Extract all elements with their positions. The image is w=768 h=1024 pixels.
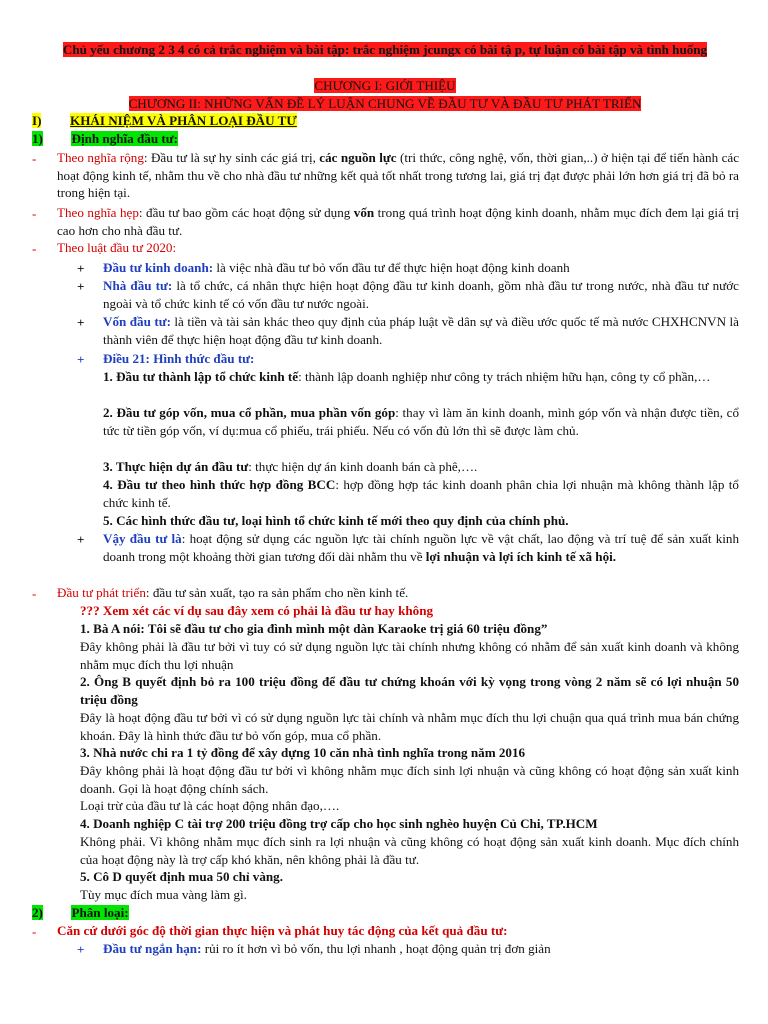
investment-form-5 <box>103 512 739 530</box>
investment-conclusion-label: Vậy đầu tư là <box>103 531 182 546</box>
law-investor <box>103 277 739 312</box>
subsection-1-title: Định nghĩa đầu tư: <box>71 131 178 146</box>
example-2-question: 2. Ông B quyết định bỏ ra 100 triệu đồng để đầu tư chứng khoán với kỳ vọng trong vòng 2 năm sẽ có lợi nhuận 50 triệu đồng <box>80 674 739 707</box>
example-3-note: Loại trừ của đầu tư là các hoạt động nhân đạo,…. <box>80 798 340 813</box>
law-investor-label: Nhà đầu tư: <box>103 278 173 293</box>
short-term-text: rủi ro ít hơn vì bỏ vốn, thu lợi nhanh , hoạt động quản trị đơn giản <box>201 941 551 956</box>
definition-broad-bold: các nguồn lực <box>319 150 397 165</box>
investment-form-5-bold: 5. Các hình thức đầu tư, loại hình tổ chức kinh tế mới theo quy định của chính phủ. <box>103 513 569 528</box>
example-5-answer: Tùy mục đích mua vàng làm gì. <box>80 887 247 902</box>
bullet-dash: - <box>32 151 37 166</box>
definition-broad <box>57 149 739 202</box>
investment-form-2-bold: 2. Đầu tư góp vốn, mua cổ phần, mua phần vốn góp <box>103 405 396 420</box>
investment-form-2 <box>103 404 739 439</box>
example-3-question: 3. Nhà nước chi ra 1 tỷ đồng để xây dựng 10 căn nhà tình nghĩa trong năm 2016 <box>80 745 526 760</box>
subsection-2-title: Phân loại: <box>71 905 129 920</box>
development-investment-text: : đầu tư sản xuất, tạo ra sản phẩm cho nền kinh tế. <box>145 585 409 600</box>
investment-conclusion <box>103 530 739 565</box>
example-4-question: 4. Doanh nghiệp C tài trợ 200 triệu đồng trợ cấp cho học sinh nghèo huyện Củ Chi, TP.HCM <box>80 816 598 831</box>
development-investment-label: Đầu tư phát triển <box>57 585 146 600</box>
classification-criterion: Căn cứ dưới góc độ thời gian thực hiện và phát huy tác động của kết quả đầu tư: <box>57 923 508 938</box>
bullet-dash: - <box>32 586 37 601</box>
law-capital <box>103 313 739 348</box>
bullet-dash: - <box>32 241 37 256</box>
bullet-plus: + <box>77 942 85 957</box>
subsection-1-marker: 1) <box>32 131 43 146</box>
investment-form-1-bold: 1. Đầu tư thành lập tổ chức kinh tế <box>103 369 299 384</box>
example-1-question: 1. Bà A nói: Tôi sẽ đầu tư cho gia đình mình một dàn Karaoke trị giá 60 triệu đồng” <box>80 621 548 636</box>
definition-narrow-bold: vốn <box>353 205 375 220</box>
example-3-answer: Đây không phải là hoạt động đầu tư bởi vì không nhằm mục đích sinh lợi nhuận và cũng không có hoạt động sản xuất kinh doanh. Gọi là hoạt động chính sách. <box>80 763 739 796</box>
definition-narrow-text-1: : đầu tư bao gồm các hoạt động sử dụng <box>138 205 354 220</box>
example-2-answer: Đây là hoạt động đầu tư bởi vì có sử dụng nguồn lực tài chính và nhằm mục đích thu lợi chuận qua quá trình mua bán chứng khoán. Đây là hình thức đầu tư bỏ vốn góp, mua cổ phần. <box>80 710 739 743</box>
development-investment <box>57 584 739 602</box>
intro-note <box>40 41 730 59</box>
article-21-label: Điều 21: Hình thức đầu tư: <box>103 351 255 366</box>
section-i-title: KHÁI NIỆM VÀ PHÂN LOẠI ĐẦU TƯ <box>70 113 297 128</box>
investment-form-1 <box>103 368 739 386</box>
chapter-2-title: CHƯƠNG II: NHỮNG VẤN ĐỀ LÝ LUẬN CHUNG VỀ ĐẦU TƯ VÀ ĐẦU TƯ PHÁT TRIỂN <box>128 96 642 111</box>
example-5-question: 5. Cô D quyết định mua 50 chỉ vàng. <box>80 869 283 884</box>
bullet-dash: - <box>32 206 37 221</box>
investment-form-3-bold: 3. Thực hiện dự án đầu tư <box>103 459 249 474</box>
chapter-2-heading <box>40 95 730 113</box>
bullet-dash: - <box>32 924 37 939</box>
investment-conclusion-text: : hoạt động sử dụng các nguồn lực tài chính nguồn lực về vật chất, lao động và trí tuệ để sản xuất kinh doanh trong một khoảng thời gian tương đối dài nhằm thu về <box>103 531 739 564</box>
bullet-plus: + <box>77 279 85 294</box>
subsection-2-marker: 2) <box>32 905 43 920</box>
bullet-plus: + <box>77 352 85 367</box>
example-1-answer: Đây không phải là đầu tư bởi vì tuy có sử dụng nguồn lực tài chính nhưng không có nhằm để sản xuất kinh doanh và không nhằm mục đích thu lợi nhuận <box>80 639 739 672</box>
examples-question: ??? Xem xét các ví dụ sau đây xem có phải là đầu tư hay không <box>80 603 434 618</box>
law-investor-text: là tổ chức, cá nhân thực hiện hoạt động đầu tư kinh doanh, gồm nhà đầu tư trong nước, nhà đầu tư nước ngoài và tổ chức kinh tế có vốn đầu tư nước ngoài. <box>103 278 739 311</box>
bullet-plus: + <box>77 532 85 547</box>
chapter-1-heading <box>40 77 730 95</box>
definition-broad-text-1: : Đầu tư là sự hy sinh các giá trị, <box>143 150 320 165</box>
investment-form-3-text: : thực hiện dự án kinh doanh bán cà phê,…. <box>248 459 478 474</box>
bullet-plus: + <box>77 315 85 330</box>
law-business-investment <box>103 259 739 277</box>
law-business-text: là việc nhà đầu tư bỏ vốn đầu tư để thực hiện hoạt động kinh doanh <box>213 260 570 275</box>
subsection-1-heading <box>32 130 178 148</box>
definition-broad-label: Theo nghĩa rộng <box>57 150 144 165</box>
law-business-label: Đầu tư kinh doanh: <box>103 260 214 275</box>
law-capital-text: là tiền và tài sản khác theo quy định của pháp luật về dân sự và điều ước quốc tế mà nước CHXHCNVN là thành viên để thực hiện hoạt động đầu tư kinh doanh. <box>103 314 739 347</box>
section-i-heading <box>32 112 728 130</box>
example-4-answer: Không phải. Vì không nhằm mục đích sinh ra lợi nhuận và cũng không có hoạt động sản xuất kinh doanh. Mục đích chính của hoạt động này là trợ cấp khó khăn, nên không phải là đầu tư. <box>80 834 739 867</box>
investment-form-4 <box>103 476 739 511</box>
definition-narrow <box>57 204 739 239</box>
section-i-marker: I) <box>32 113 42 128</box>
chapter-1-title: CHƯƠNG I: GIỚI THIỆU <box>314 78 456 93</box>
intro-note-text: Chủ yếu chương 2 3 4 có cả trắc nghiệm và bài tập: trắc nghiệm jcungx có bài tậ p, tự luận có bài tập và tình huống <box>62 42 708 57</box>
bullet-plus: + <box>77 261 85 276</box>
definition-narrow-label: Theo nghĩa hẹp <box>57 205 139 220</box>
investment-form-1-text: : thành lập doanh nghiệp như công ty trách nhiệm hữu hạn, công ty cổ phần,… <box>298 369 711 384</box>
investment-form-3 <box>103 458 739 476</box>
investment-form-4-bold: 4. Đầu tư theo hình thức hợp đồng BCC <box>103 477 336 492</box>
law-2020-label: Theo luật đầu tư 2020: <box>57 240 177 255</box>
investment-form-2-text: : thay vì làm ăn kinh doanh, mình góp vốn và nhận được tiền, cổ tức từ tiền góp vốn, ví dụ:mua cổ phiếu, trái phiếu. Nếu có vốn đủ lớn thì sẽ được làm chủ. <box>103 405 739 438</box>
definition-narrow-text-2: trong quá trình hoạt động kinh doanh, nhằm mục đích đem lại giá trị cao hơn cho nhà đầu tư. <box>57 205 739 238</box>
definition-broad-text-2: (tri thức, công nghệ, vốn, thời gian,..) ở hiện tại để tiến hành các hoạt động kinh tế, nhằm thu về cho nhà đầu tư những kết quả tốt nhất trong tương lai, giá trị đạt được phải lớn hơn giá trị đã bỏ ra trong hiện tại. <box>57 150 740 201</box>
short-term-label: Đầu tư ngắn hạn: <box>103 941 202 956</box>
short-term-investment <box>103 940 739 958</box>
subsection-2-heading <box>32 904 129 922</box>
investment-conclusion-bold: lợi nhuận và lợi ích kinh tế xã hội. <box>425 548 617 564</box>
law-capital-label: Vốn đầu tư: <box>103 314 171 329</box>
investment-form-4-text: : hợp đồng hợp tác kinh doanh phân chia lợi nhuận mà không thành lập tổ chức kinh tế. <box>103 477 739 510</box>
